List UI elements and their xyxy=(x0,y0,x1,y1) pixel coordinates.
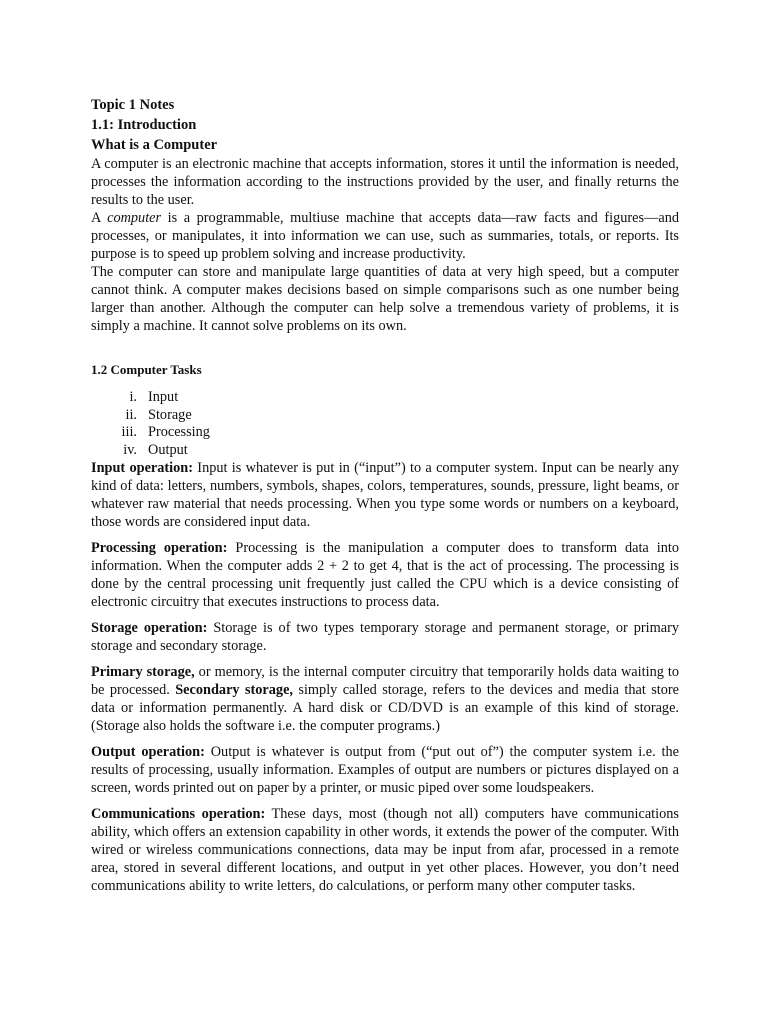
communications-operation-paragraph xyxy=(91,805,679,895)
storage-operation-title: Storage operation: xyxy=(91,620,208,636)
intro-paragraph-3: The computer can store and manipulate large quantities of data at very high speed, but a computer cannot think. A computer makes decisions based on simple comparisons such as one number being larger than another. Although the computer can help solve a tremendous variety of problems, it is simply a machine. It cannot solve problems on its own. xyxy=(91,264,679,334)
intro-p2-post: is a programmable, multiuse machine that accepts data—raw facts and figures—and processes, or manipulates, it into information we can use, such as summaries, totals, or reports. Its purpose is to speed up problem solving and increase productivity. xyxy=(91,210,679,262)
primary-storage-paragraph xyxy=(91,663,679,735)
processing-operation-paragraph xyxy=(91,539,679,611)
output-operation-text: Output is whatever is output from (“put out of”) the computer system i.e. the results of processing, usually information. Examples of output are numbers or pictures displayed on a screen, words printed out on paper by a printer, or music piped over some loudspeakers. xyxy=(91,744,680,796)
list-item-number: i. xyxy=(129,389,137,405)
tasks-list xyxy=(91,389,679,459)
list-item-label: Storage xyxy=(148,406,192,423)
list-item-number: ii. xyxy=(125,406,137,423)
primary-storage-title: Primary storage, xyxy=(91,664,195,680)
list-item xyxy=(91,407,679,425)
list-item-number: iv. xyxy=(123,441,137,458)
processing-operation-text: Processing is the manipulation a computer does to transform data into information. When the computer adds 2 + 2 to get 4, that is the act of processing. The processing is done by the central processing unit frequently just called the CPU which is a device consisting of electronic circuitry that executes instructions to process data. xyxy=(91,540,679,610)
list-item xyxy=(91,389,679,407)
document-page xyxy=(91,95,679,895)
list-item xyxy=(91,442,679,460)
intro-p2-pre: A xyxy=(91,210,108,226)
secondary-storage-title: Secondary storage, xyxy=(175,682,293,698)
input-operation-title: Input operation: xyxy=(91,460,194,476)
output-operation-title: Output operation: xyxy=(91,744,205,760)
secondary-storage-text: simply called storage, refers to the devices and media that store data or information permanently. A hard disk or CD/DVD is an example of this kind of storage. (Storage also holds the software i.e. the computer programs.) xyxy=(91,682,680,734)
list-item-label: Input xyxy=(148,389,179,405)
list-item-number: iii. xyxy=(121,424,137,440)
processing-operation-title: Processing operation: xyxy=(91,540,228,556)
intro-paragraph-2 xyxy=(91,209,679,263)
input-operation-text: Input is whatever is put in (“input”) to a computer system. Input can be nearly any kind of data: letters, numbers, symbols, shapes, colors, temperatures, sounds, pressure, light beams, or whatever raw material that needs processing. When you type some words or numbers on a keyboard, those words are considered input data. xyxy=(91,460,679,530)
storage-operation-paragraph xyxy=(91,619,679,655)
topic-title: Topic 1 Notes xyxy=(91,97,175,113)
tasks-heading: 1.2 Computer Tasks xyxy=(91,362,202,377)
intro-heading: 1.1: Introduction xyxy=(91,117,197,133)
input-operation-paragraph xyxy=(91,459,679,531)
storage-operation-text: Storage is of two types temporary storage and permanent storage, or primary storage and secondary storage. xyxy=(91,620,679,654)
output-operation-paragraph xyxy=(91,743,679,797)
intro-paragraph-1: A computer is an electronic machine that accepts information, stores it until the information is needed, processes the information according to the instructions provided by the user, and finally returns the results to the user. xyxy=(91,156,679,208)
what-is-computer-heading: What is a Computer xyxy=(91,137,218,153)
primary-storage-text: or memory, is the internal computer circuitry that temporarily holds data waiting to be processed. xyxy=(91,664,679,698)
communications-operation-title: Communications operation: xyxy=(91,806,266,822)
list-item xyxy=(91,424,679,442)
list-item-label: Processing xyxy=(148,424,210,440)
communications-operation-text: These days, most (though not all) computers have communications ability, which offers an extension capability in other words, it extends the power of the computer. With wired or wireless communications connections, data may be input from afar, processed in a remote area, stored in several different locations, and output in yet other places. However, you don’t need communications ability to write letters, do calculations, or perform many other computer tasks. xyxy=(91,806,679,894)
list-item-label: Output xyxy=(148,441,188,458)
intro-p2-emphasis: computer xyxy=(107,210,162,226)
